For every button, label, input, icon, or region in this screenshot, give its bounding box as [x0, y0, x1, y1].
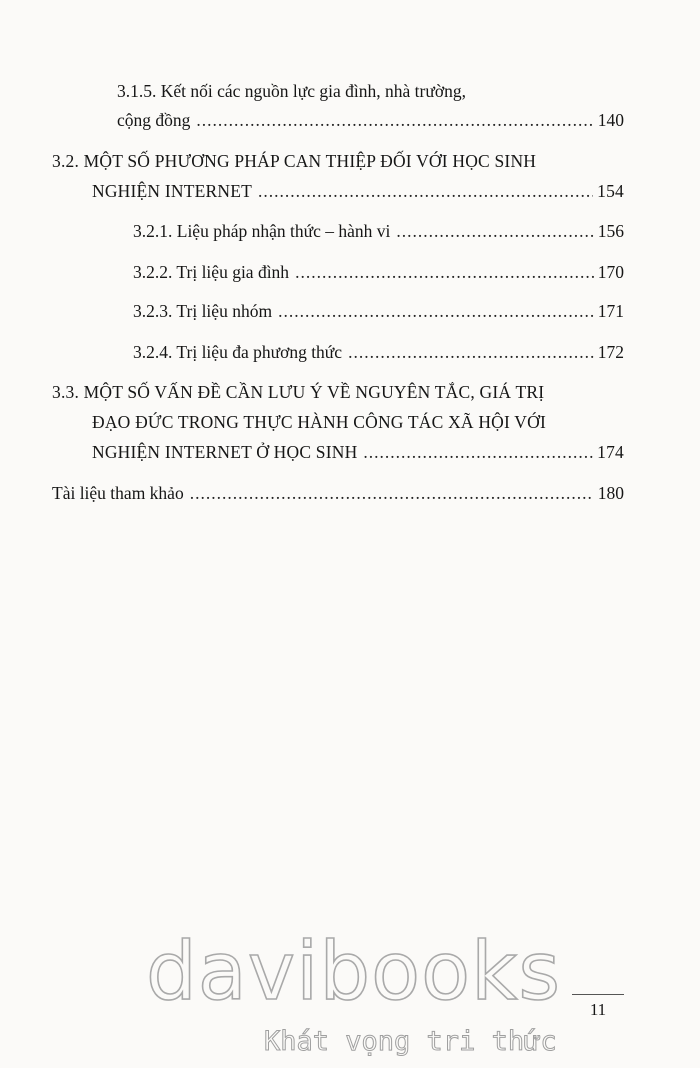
toc-entry-title: 3.2.4. Trị liệu đa phương thức: [133, 342, 343, 362]
toc-entry-title: Tài liệu tham khảo: [52, 483, 184, 503]
toc-section-3-3[interactable]: [92, 441, 624, 463]
toc-page-number: 154: [597, 181, 624, 201]
toc-entry-title: 3.2.1. Liệu pháp nhận thức – hành vi: [133, 221, 391, 241]
page-number: 11: [589, 1000, 607, 1019]
toc-page-number: 174: [597, 442, 624, 462]
toc-leader-dots: [196, 109, 593, 131]
toc-entry-3-1-5-line1: 3.1.5. Kết nối các nguồn lực gia đình, nhà trường,: [117, 81, 466, 101]
toc-leader-dots: [190, 482, 594, 504]
toc-entry-3-2-2[interactable]: [133, 261, 624, 283]
toc-leader-dots: [258, 180, 593, 202]
toc-page-number: 171: [597, 301, 624, 321]
watermark-tagline: Khát vọng tri thức: [264, 1026, 557, 1057]
toc-section-3-2[interactable]: [92, 180, 624, 202]
toc-page-number: 140: [597, 110, 624, 130]
toc-section-3-2-line1: 3.2. MỘT SỐ PHƯƠNG PHÁP CAN THIỆP ĐỐI VỚI HỌC SINH: [52, 151, 537, 171]
toc-section-3-3-line1: 3.3. MỘT SỐ VẤN ĐỀ CẦN LƯU Ý VỀ NGUYÊN TẮC, GIÁ TRỊ: [52, 382, 545, 402]
toc-entry-3-1-5[interactable]: [117, 109, 624, 131]
toc-leader-dots: [396, 220, 593, 242]
watermark-brand: davibooks: [146, 925, 562, 1018]
toc-entry-title: NGHIỆN INTERNET Ở HỌC SINH: [92, 442, 358, 462]
toc-section-3-3-line2: ĐẠO ĐỨC TRONG THỰC HÀNH CÔNG TÁC XÃ HỘI VỚI: [92, 412, 546, 432]
toc-entry-title: NGHIỆN INTERNET: [92, 181, 252, 201]
toc-page-number: 180: [597, 483, 624, 503]
toc-leader-dots: [278, 300, 594, 322]
toc-page-number: 156: [597, 221, 624, 241]
toc-entry-title: 3.2.2. Trị liệu gia đình: [133, 262, 290, 282]
footer-rule: [572, 994, 624, 995]
toc-page-number: 172: [597, 342, 624, 362]
toc-entry-3-2-3[interactable]: [133, 300, 624, 322]
toc-entry-references[interactable]: [52, 482, 624, 504]
toc-entry-title: 3.2.3. Trị liệu nhóm: [133, 301, 273, 321]
toc-page-number: 170: [597, 262, 624, 282]
toc-leader-dots: [363, 441, 593, 463]
toc-leader-dots: [348, 341, 594, 363]
toc-entry-3-2-1[interactable]: [133, 220, 624, 242]
toc-leader-dots: [295, 261, 594, 283]
toc-entry-title: cộng đồng: [117, 110, 191, 130]
toc-entry-3-2-4[interactable]: [133, 341, 624, 363]
